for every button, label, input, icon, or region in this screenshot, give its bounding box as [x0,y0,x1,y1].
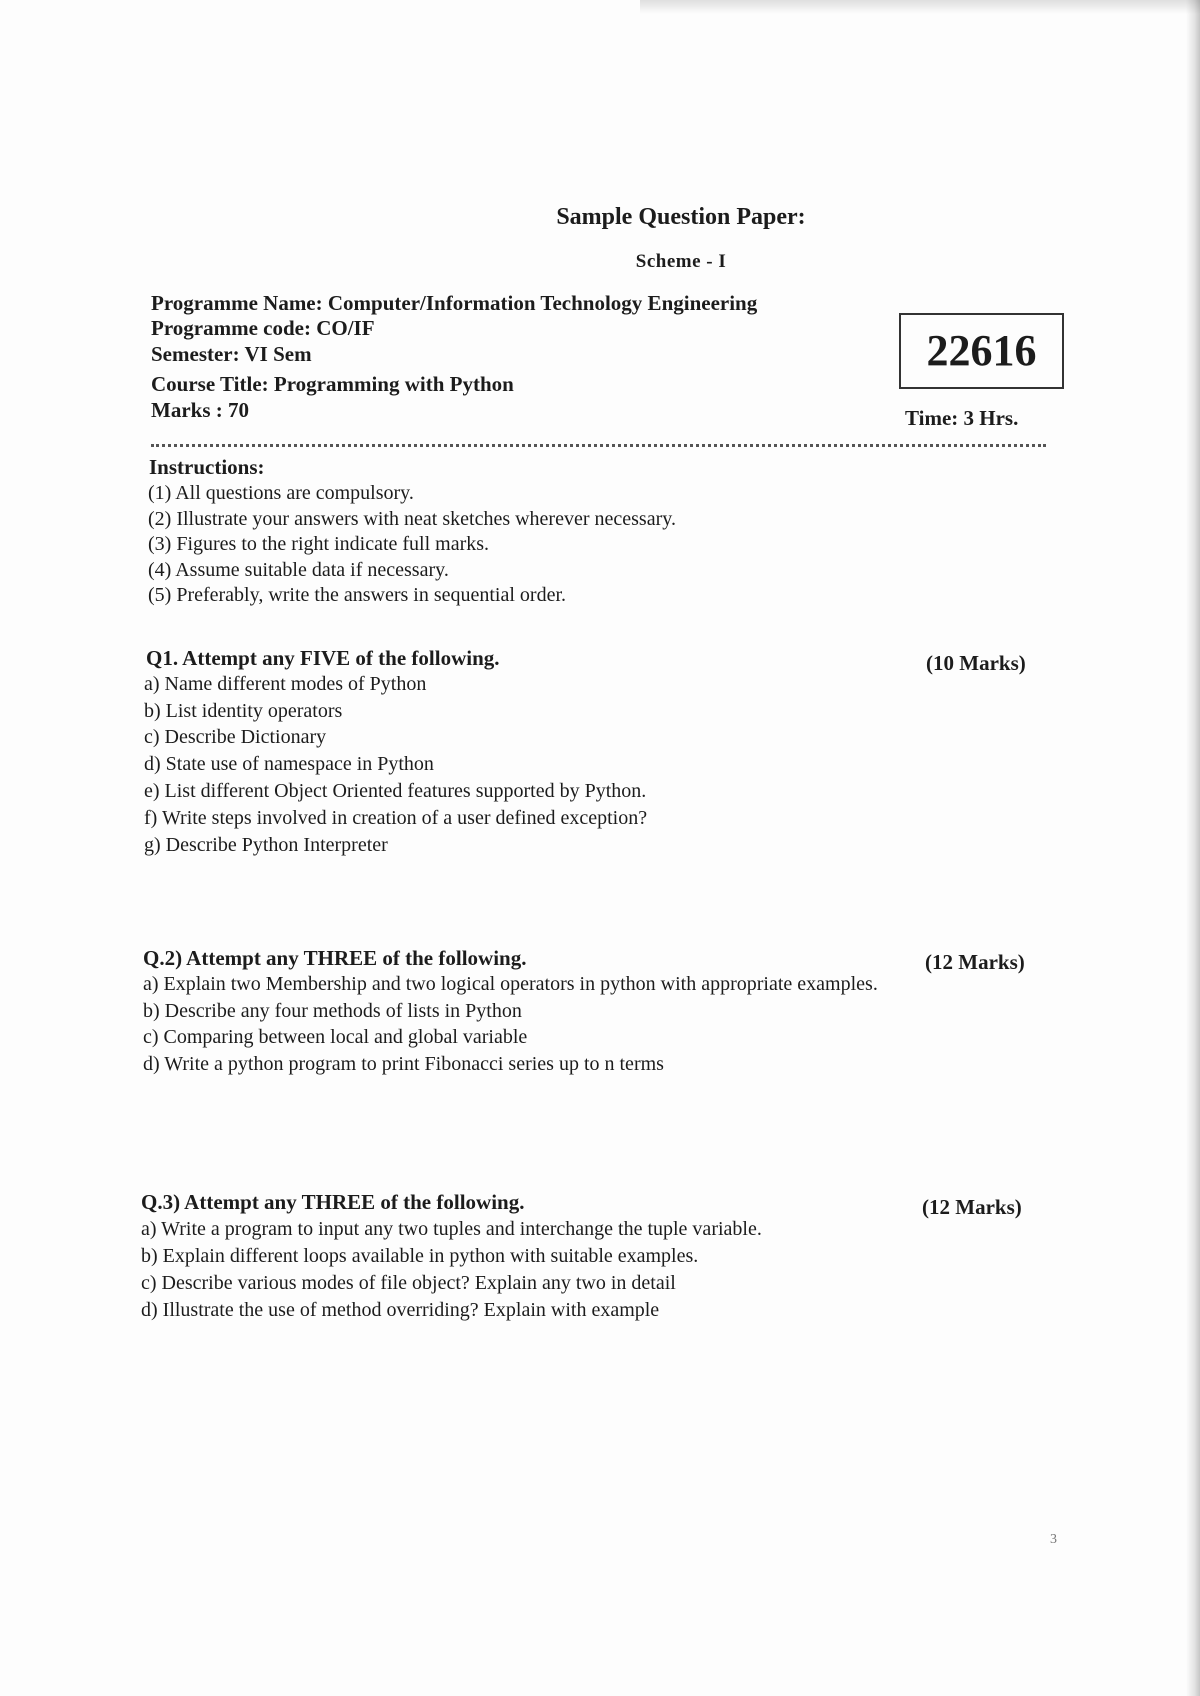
instruction-item: (5) Preferably, write the answers in sequential order. [148,584,566,606]
question-3-item: c) Describe various modes of file object? Explain any two in detail [141,1272,676,1294]
dotted-divider [151,444,1046,447]
question-3-item: a) Write a program to input any two tuples and interchange the tuple variable. [141,1218,762,1240]
question-1-item: g) Describe Python Interpreter [144,834,388,856]
question-3-heading: Q.3) Attempt any THREE of the following. [141,1190,525,1214]
instruction-item: (1) All questions are compulsory. [148,482,414,504]
question-2-item: b) Describe any four methods of lists in Python [143,1000,522,1022]
question-1-item: a) Name different modes of Python [144,673,427,695]
question-1-item: f) Write steps involved in creation of a user defined exception? [144,807,648,829]
instruction-item: (4) Assume suitable data if necessary. [148,559,449,581]
question-3-marks: (12 Marks) [922,1195,1022,1219]
question-2-item: c) Comparing between local and global variable [143,1026,528,1048]
question-1-item: d) State use of namespace in Python [144,753,434,775]
instruction-item: (2) Illustrate your answers with neat sketches wherever necessary. [148,508,676,530]
question-3-item: d) Illustrate the use of method overriding? Explain with example [141,1299,660,1321]
instructions-heading: Instructions: [149,455,265,479]
page-number: 3 [1050,1532,1057,1547]
question-2-marks: (12 Marks) [925,950,1025,974]
programme-code: Programme code: CO/IF [151,316,375,340]
question-1-heading: Q1. Attempt any FIVE of the following. [146,646,500,670]
programme-name: Programme Name: Computer/Information Technology Engineering [151,291,758,315]
scan-shadow-top [640,0,1200,14]
question-2-item: d) Write a python program to print Fibonacci series up to n terms [143,1053,664,1075]
total-marks: Marks : 70 [151,398,249,422]
question-1-item: e) List different Object Oriented features supported by Python. [144,780,647,802]
semester: Semester: VI Sem [151,342,312,366]
question-3-item: b) Explain different loops available in python with suitable examples. [141,1245,699,1267]
paper-title: Sample Question Paper: [556,204,806,230]
question-1-item: c) Describe Dictionary [144,726,327,748]
question-2-item: a) Explain two Membership and two logical operators in python with appropriate examples. [143,973,878,995]
exam-duration: Time: 3 Hrs. [905,406,1019,430]
course-title: Course Title: Programming with Python [151,372,514,396]
question-1-marks: (10 Marks) [926,651,1026,675]
course-code-box: 22616 [899,313,1064,389]
question-1-item: b) List identity operators [144,700,343,722]
question-2-heading: Q.2) Attempt any THREE of the following. [143,946,527,970]
scheme-label: Scheme - I [635,251,727,272]
instruction-item: (3) Figures to the right indicate full marks. [148,533,490,555]
